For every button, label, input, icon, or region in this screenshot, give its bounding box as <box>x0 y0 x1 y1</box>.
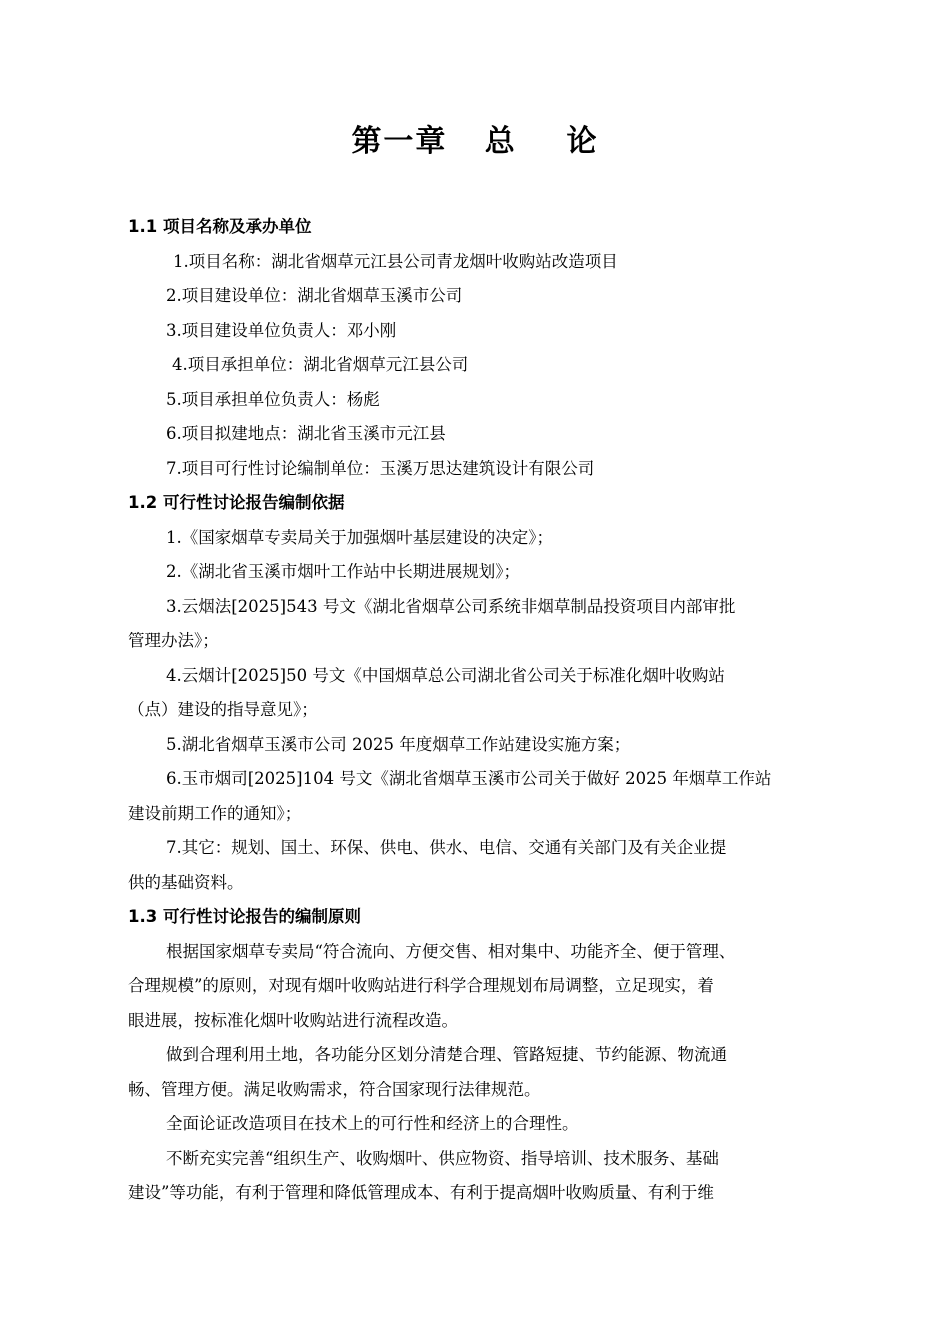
paragraph-line: 2.《湖北省玉溪市烟叶工作站中长期进展规划》； <box>166 562 520 581</box>
paragraph-line: 根据国家烟草专卖局“符合流向、方便交售、相对集中、功能齐全、便于管理、 <box>166 941 736 961</box>
paragraph-line: 1.《国家烟草专卖局关于加强烟叶基层建设的决定》； <box>166 527 553 547</box>
paragraph-line: 4.项目承担单位：湖北省烟草元江县公司 <box>172 355 469 374</box>
paragraph-line: 4.云烟计[2025]50 号文《中国烟草总公司湖北省公司关于标准化烟叶收购站 <box>166 665 725 685</box>
paragraph-line: 1.项目名称：湖北省烟草元江县公司青龙烟叶收购站改造项目 <box>173 251 618 271</box>
paragraph-line: 畅、管理方便。满足收购需求，符合国家现行法律规范。 <box>128 1079 541 1099</box>
paragraph-line: 6.项目拟建地点：湖北省玉溪市元江县 <box>166 424 446 443</box>
paragraph-line: 做到合理利用土地，各功能分区划分清楚合理、管路短捷、节约能源、物流通 <box>166 1045 727 1064</box>
paragraph-line: 建设前期工作的通知》； <box>128 803 302 823</box>
paragraph-line: 6.玉市烟司[2025]104 号文《湖北省烟草玉溪市公司关于做好 2025 年烟草工作站 <box>166 769 772 788</box>
paragraph-line: 7.项目可行性讨论编制单位：玉溪万思达建筑设计有限公司 <box>166 458 595 478</box>
paragraph-line: 3.项目建设单位负责人：邓小刚 <box>166 320 397 340</box>
section-heading-1-3: 1.3 可行性讨论报告的编制原则 <box>128 907 361 926</box>
paragraph-line: 全面论证改造项目在技术上的可行性和经济上的合理性。 <box>166 1114 579 1133</box>
paragraph-line: 7.其它：规划、国土、环保、供电、供水、电信、交通有关部门及有关企业提 <box>166 838 727 857</box>
section-heading-1-1: 1.1 项目名称及承办单位 <box>128 217 312 236</box>
paragraph-line: 供的基础资料。 <box>128 872 244 892</box>
paragraph-line: 建设”等功能，有利于管理和降低管理成本、有利于提高烟叶收购质量、有利于维 <box>128 1183 714 1202</box>
paragraph-line: 5.湖北省烟草玉溪市公司 2025 年度烟草工作站建设实施方案； <box>166 734 631 754</box>
paragraph-line: 眼进展，按标准化烟叶收购站进行流程改造。 <box>128 1010 458 1030</box>
chapter-title: 第一章 总 论 <box>351 124 599 159</box>
paragraph-line: 不断充实完善“组织生产、收购烟叶、供应物资、指导培训、技术服务、基础 <box>166 1148 719 1168</box>
paragraph-line: 管理办法》； <box>128 631 219 650</box>
paragraph-line: 5.项目承担单位负责人：杨彪 <box>166 389 380 409</box>
paragraph-line: 3.云烟法[2025]543 号文《湖北省烟草公司系统非烟草制品投资项目内部审批 <box>166 596 736 616</box>
paragraph-line: 合理规模”的原则，对现有烟叶收购站进行科学合理规划布局调整，立足现实，着 <box>128 976 714 995</box>
paragraph-line: 2.项目建设单位：湖北省烟草玉溪市公司 <box>166 286 463 305</box>
section-heading-1-2: 1.2 可行性讨论报告编制依据 <box>128 493 345 512</box>
paragraph-line: （点）建设的指导意见》； <box>128 700 318 719</box>
document-body <box>128 210 828 1211</box>
